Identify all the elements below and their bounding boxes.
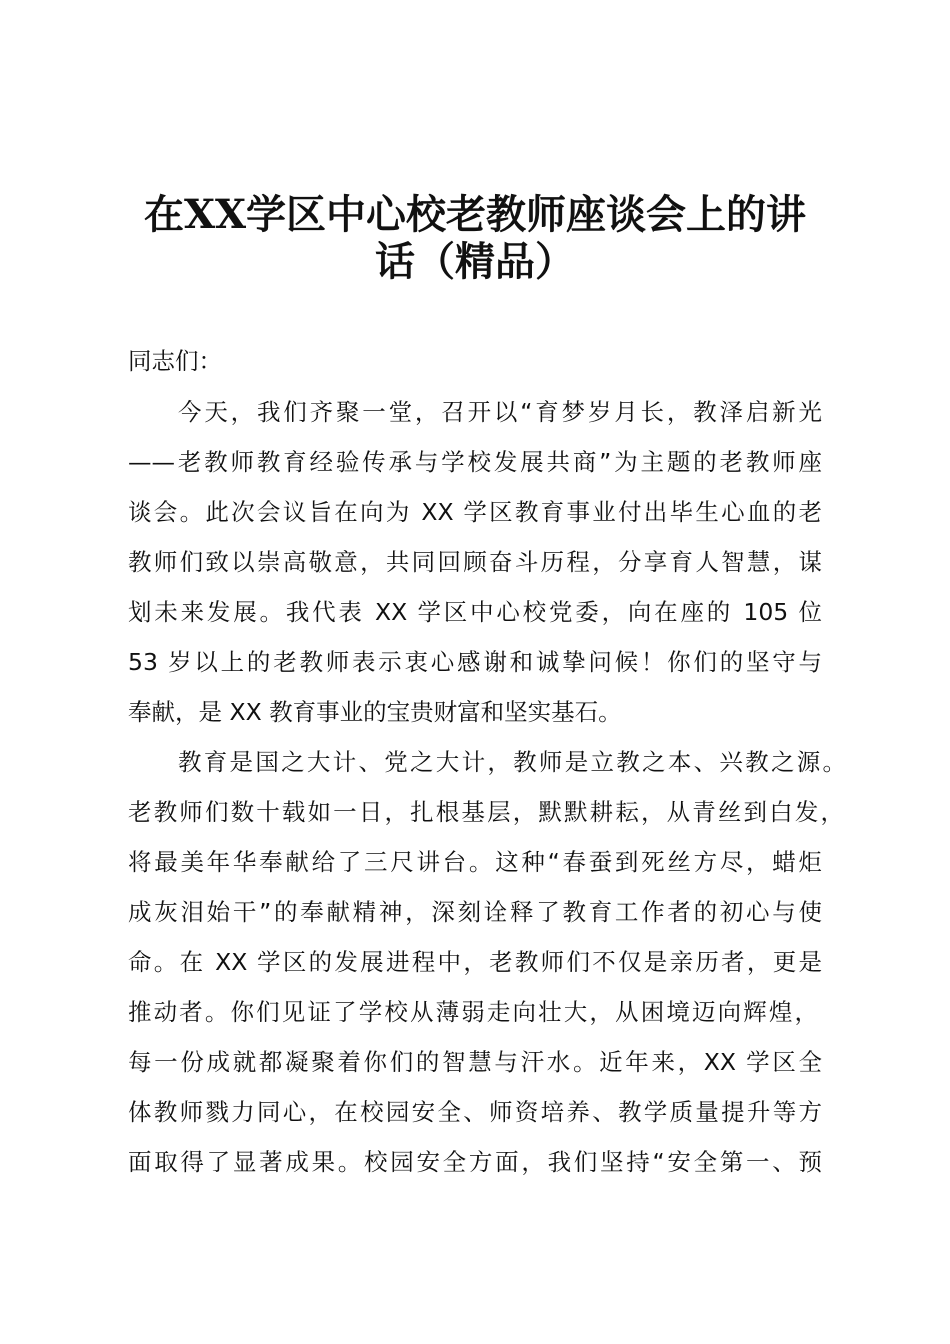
paragraph-line: 老教师们数十载如一日，扎根基层，默默耕耘，从青丝到白发， [128, 798, 844, 826]
paragraph-line: 命。在 XX 学区的发展进程中，老教师们不仅是亲历者，更是 [128, 948, 822, 976]
paragraph-line: 推动者。你们见证了学校从薄弱走向壮大，从困境迈向辉煌， [128, 998, 818, 1026]
paragraph-line: 成灰泪始干”的奉献精神，深刻诠释了教育工作者的初心与使 [128, 898, 822, 926]
paragraph-line: ——老教师教育经验传承与学校发展共商”为主题的老教师座 [128, 448, 822, 476]
title-line-1: 在XX学区中心校老教师座谈会上的讲 [143, 191, 807, 238]
paragraph-line: 每一份成就都凝聚着你们的智慧与汗水。近年来，XX 学区全 [128, 1048, 822, 1076]
paragraph-line: 教师们致以崇高敬意，共同回顾奋斗历程，分享育人智慧，谋 [128, 548, 822, 576]
salutation: 同志们： [128, 347, 222, 375]
paragraph-line: 今天，我们齐聚一堂，召开以“育梦岁月长，教泽启新光 [178, 398, 822, 426]
paragraph-line: 奉献，是 XX 教育事业的宝贵财富和坚实基石。 [128, 698, 622, 726]
paragraph-line: 教育是国之大计、党之大计，教师是立教之本、兴教之源。 [178, 748, 846, 776]
paragraph-line: 53 岁以上的老教师表示衷心感谢和诚挚问候！你们的坚守与 [128, 648, 822, 676]
title-line-2: 话（精品） [375, 238, 575, 285]
paragraph-line: 谈会。此次会议旨在向为 XX 学区教育事业付出毕生心血的老 [128, 498, 822, 526]
paragraph-line: 划未来发展。我代表 XX 学区中心校党委，向在座的 105 位 [128, 598, 822, 626]
paragraph-line: 面取得了显著成果。校园安全方面，我们坚持“安全第一、预 [128, 1148, 822, 1176]
paragraph-line: 将最美年华奉献给了三尺讲台。这种“春蚕到死丝方尽，蜡炬 [128, 848, 822, 876]
paragraph-line: 体教师戮力同心，在校园安全、师资培养、教学质量提升等方 [128, 1098, 822, 1126]
